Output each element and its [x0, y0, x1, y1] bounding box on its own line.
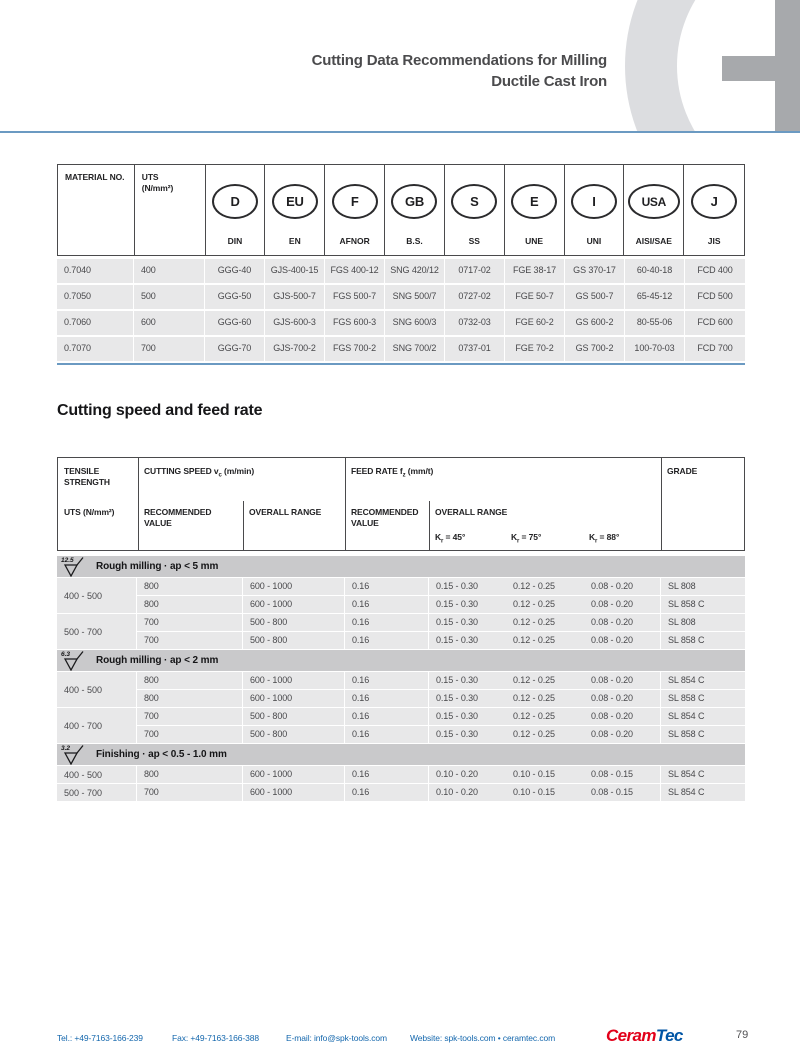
uts-unit-label: UTS (N/mm²)	[64, 507, 115, 517]
material-cell: 400	[134, 259, 205, 283]
material-cell: FGE 60-2	[505, 311, 565, 335]
country-badge: J	[691, 184, 737, 219]
material-cell: FGS 400-12	[325, 259, 385, 283]
standard-label: B.S.	[406, 236, 423, 246]
data-cell: 0.12 - 0.25	[513, 729, 555, 739]
country-column-aisisae	[624, 165, 684, 255]
uts-unit-label: (N/mm²)	[141, 182, 174, 193]
data-cell: 600 - 1000	[243, 596, 345, 613]
material-cell: GGG-40	[205, 259, 265, 283]
cutting-speed-label: CUTTING SPEED $v_c$ (m/min)	[144, 466, 255, 479]
country-badge: E	[511, 184, 557, 219]
data-cell: 0.08 - 0.20	[591, 581, 633, 591]
material-cell: GGG-50	[205, 285, 265, 309]
data-cell: 0.10 - 0.15	[513, 787, 555, 797]
data-cell	[429, 596, 661, 613]
data-cell: 0.08 - 0.20	[591, 635, 633, 645]
header-divider-line	[661, 458, 662, 550]
data-cell: SL 854 C	[661, 708, 745, 725]
material-cell: SNG 700/2	[385, 337, 445, 361]
material-cell: 0.7060	[57, 311, 134, 335]
material-cell: 0737-01	[445, 337, 505, 361]
data-row	[137, 766, 745, 783]
material-cell: SNG 600/3	[385, 311, 445, 335]
uts-header-cell	[135, 165, 206, 255]
data-cell: 0.12 - 0.25	[513, 635, 555, 645]
standard-label: EN	[288, 236, 301, 246]
data-row	[137, 578, 745, 595]
section-heading: Cutting speed and feed rate	[57, 402, 263, 419]
data-cell: 800	[137, 672, 243, 689]
material-cell: GS 600-2	[565, 311, 625, 335]
data-cell: 0.12 - 0.25	[513, 693, 555, 703]
data-row	[137, 708, 745, 725]
data-cell: 500 - 800	[243, 614, 345, 631]
data-cell: 0.16	[345, 596, 429, 613]
data-row	[137, 726, 745, 743]
country-badge: USA	[628, 184, 680, 219]
data-cell: SL 808	[661, 578, 745, 595]
material-cell: FCD 700	[685, 337, 745, 361]
material-cell: 80-55-06	[625, 311, 685, 335]
uts-group	[57, 766, 745, 783]
country-badge: GB	[391, 184, 437, 219]
uts-group	[57, 578, 745, 613]
data-cell: 0.15 - 0.30	[436, 711, 478, 721]
data-cell	[429, 672, 661, 689]
data-cell: 0.12 - 0.25	[513, 675, 555, 685]
country-column-jis	[684, 165, 744, 255]
surface-roughness-icon	[60, 651, 90, 671]
data-cell	[429, 726, 661, 743]
material-cell: FGE 38-17	[505, 259, 565, 283]
data-cell: 0.08 - 0.20	[591, 617, 633, 627]
footer-website: Website: spk-tools.com • ceramtec.com	[410, 1033, 556, 1043]
section-band-label: Finishing · ap < 0.5 - 1.0 mm	[96, 749, 227, 760]
material-no-label: MATERIAL NO.	[65, 172, 125, 182]
cutting-table-body	[57, 556, 745, 802]
material-cell: GS 700-2	[565, 337, 625, 361]
ceramtec-logo: CeramTec	[606, 1026, 683, 1045]
data-cell: 0.08 - 0.20	[591, 675, 633, 685]
header-divider-line	[243, 501, 244, 550]
standard-label: AISI/SAE	[635, 236, 672, 246]
section-band-label: Rough milling · ap < 2 mm	[96, 655, 219, 666]
material-cell: 0.7050	[57, 285, 134, 309]
material-cell: GGG-60	[205, 311, 265, 335]
data-cell: SL 854 C	[661, 784, 745, 801]
data-cell: 0.10 - 0.20	[436, 787, 478, 797]
uts-group	[57, 784, 745, 801]
uts-range-cell: 500 - 700	[57, 784, 137, 801]
uts-range-cell: 400 - 500	[57, 578, 137, 613]
data-cell: 0.08 - 0.20	[591, 693, 633, 703]
data-cell	[429, 766, 661, 783]
data-cell: 0.08 - 0.20	[591, 711, 633, 721]
standard-label: AFNOR	[339, 236, 370, 246]
data-cell	[429, 614, 661, 631]
section-band	[57, 744, 745, 765]
surface-roughness-icon	[60, 557, 90, 577]
header-divider	[0, 131, 800, 133]
material-cell: 100-70-03	[625, 337, 685, 361]
data-cell: 0.12 - 0.25	[513, 711, 555, 721]
data-cell: 0.12 - 0.25	[513, 599, 555, 609]
data-cell: 0.10 - 0.15	[513, 769, 555, 779]
material-cell: GJS-600-3	[265, 311, 325, 335]
data-cell: SL 858 C	[661, 596, 745, 613]
standard-label: UNI	[586, 236, 602, 246]
standard-label: UNE	[525, 236, 544, 246]
material-cell: 600	[134, 311, 205, 335]
cutting-table-header	[57, 457, 745, 551]
data-cell: 700	[137, 784, 243, 801]
country-column-une	[505, 165, 565, 255]
standard-label: SS	[468, 236, 480, 246]
uts-range-cell: 400 - 500	[57, 672, 137, 707]
uts-range-cell: 500 - 700	[57, 614, 137, 649]
roughness-value: 6.3	[61, 650, 71, 658]
material-cell: FGS 600-3	[325, 311, 385, 335]
material-cell: 500	[134, 285, 205, 309]
recommended-value-label: RECOMMENDED VALUE	[144, 507, 212, 528]
header-divider-line	[345, 458, 346, 550]
data-row	[137, 632, 745, 649]
material-cell: 0727-02	[445, 285, 505, 309]
header-divider-line	[138, 458, 139, 550]
data-cell: 700	[137, 632, 243, 649]
k-angle-88-label: $K_r = 88^\circ$	[589, 532, 620, 545]
country-column-en	[265, 165, 325, 255]
data-cell	[429, 578, 661, 595]
section-band	[57, 556, 745, 577]
material-cell: 0732-03	[445, 311, 505, 335]
uts-range-cell: 400 - 700	[57, 708, 137, 743]
data-cell: 600 - 1000	[243, 766, 345, 783]
data-cell: 800	[137, 596, 243, 613]
data-cell: 0.08 - 0.20	[591, 599, 633, 609]
uts-group	[57, 708, 745, 743]
recommended-value-label: RECOMMENDED VALUE	[351, 507, 419, 528]
grade-label: GRADE	[667, 466, 698, 476]
data-cell: 0.16	[345, 614, 429, 631]
country-column-afnor	[325, 165, 385, 255]
data-cell: SL 858 C	[661, 690, 745, 707]
data-cell: SL 808	[661, 614, 745, 631]
material-cell: 65-45-12	[625, 285, 685, 309]
roughness-value: 12.5	[61, 556, 74, 564]
page-title-line2: Ductile Cast Iron	[491, 73, 607, 90]
material-row	[57, 311, 745, 335]
data-cell: SL 854 C	[661, 672, 745, 689]
k-angle-45-label: $K_r = 45^\circ$	[435, 532, 466, 545]
data-cell	[429, 690, 661, 707]
footer-fax: Fax: +49-7163-166-388	[172, 1033, 259, 1043]
surface-roughness-icon	[60, 745, 90, 765]
data-cell: 0.12 - 0.25	[513, 617, 555, 627]
material-cell: GJS-500-7	[265, 285, 325, 309]
data-cell: 0.16	[345, 726, 429, 743]
material-row	[57, 285, 745, 309]
data-cell: SL 858 C	[661, 632, 745, 649]
data-cell: 0.15 - 0.30	[436, 729, 478, 739]
material-table	[57, 164, 745, 365]
material-row	[57, 259, 745, 283]
material-cell: FGS 500-7	[325, 285, 385, 309]
data-cell: 0.15 - 0.30	[436, 693, 478, 703]
country-column-ss	[445, 165, 505, 255]
standard-label: JIS	[707, 236, 721, 246]
uts-group	[57, 672, 745, 707]
data-cell: 800	[137, 690, 243, 707]
data-cell: 600 - 1000	[243, 578, 345, 595]
material-cell: GJS-400-15	[265, 259, 325, 283]
data-cell: 0.16	[345, 708, 429, 725]
country-badge: EU	[272, 184, 318, 219]
data-row	[137, 690, 745, 707]
header-divider-line	[429, 501, 430, 550]
data-cell: 600 - 1000	[243, 784, 345, 801]
data-cell: 0.10 - 0.20	[436, 769, 478, 779]
material-cell: FGS 700-2	[325, 337, 385, 361]
data-cell: 800	[137, 766, 243, 783]
country-badge: S	[451, 184, 497, 219]
data-cell: SL 854 C	[661, 766, 745, 783]
data-cell: 600 - 1000	[243, 690, 345, 707]
k-angle-75-label: $K_r = 75^\circ$	[511, 532, 542, 545]
data-cell: 0.08 - 0.15	[591, 769, 633, 779]
material-table-body	[57, 259, 745, 361]
uts-group	[57, 614, 745, 649]
data-cell: 700	[137, 614, 243, 631]
material-cell: FCD 400	[685, 259, 745, 283]
page-number: 79	[736, 1029, 749, 1041]
material-cell: 0.7070	[57, 337, 134, 361]
data-cell: 0.08 - 0.20	[591, 729, 633, 739]
material-cell: 0717-02	[445, 259, 505, 283]
data-cell: 0.15 - 0.30	[436, 635, 478, 645]
material-cell: SNG 500/7	[385, 285, 445, 309]
material-cell: FCD 600	[685, 311, 745, 335]
material-no-header-cell	[58, 165, 135, 255]
overall-range-label: OVERALL RANGE	[435, 507, 508, 517]
data-cell: 0.16	[345, 766, 429, 783]
data-row	[137, 672, 745, 689]
data-cell: 0.08 - 0.15	[591, 787, 633, 797]
material-table-underline	[57, 363, 745, 365]
material-cell: 700	[134, 337, 205, 361]
data-cell: 500 - 800	[243, 726, 345, 743]
material-table-header	[57, 164, 745, 256]
data-cell: 0.16	[345, 672, 429, 689]
data-cell: 0.16	[345, 690, 429, 707]
data-cell	[429, 784, 661, 801]
data-cell: 600 - 1000	[243, 672, 345, 689]
material-cell: SNG 420/12	[385, 259, 445, 283]
data-cell: 0.15 - 0.30	[436, 617, 478, 627]
data-cell: 0.16	[345, 632, 429, 649]
section-band-label: Rough milling · ap < 5 mm	[96, 561, 219, 572]
data-cell: 500 - 800	[243, 708, 345, 725]
country-badge: D	[212, 184, 258, 219]
material-cell: FGE 70-2	[505, 337, 565, 361]
footer-email: E-mail: info@spk-tools.com	[286, 1033, 387, 1043]
ceramtec-watermark-icon	[600, 0, 800, 133]
standard-label: DIN	[227, 236, 243, 246]
country-column-bs	[385, 165, 445, 255]
section-band	[57, 650, 745, 671]
feed-rate-label: FEED RATE $f_z$ (mm/t)	[351, 466, 434, 479]
material-cell: FGE 50-7	[505, 285, 565, 309]
material-cell: GGG-70	[205, 337, 265, 361]
data-cell	[429, 632, 661, 649]
data-cell: 0.16	[345, 784, 429, 801]
data-cell: 0.12 - 0.25	[513, 581, 555, 591]
uts-range-cell: 400 - 500	[57, 766, 137, 783]
material-cell: GS 500-7	[565, 285, 625, 309]
data-cell: 0.15 - 0.30	[436, 581, 478, 591]
data-cell: 700	[137, 726, 243, 743]
tensile-strength-label: TENSILE STRENGTH	[64, 466, 110, 487]
data-cell: 500 - 800	[243, 632, 345, 649]
data-cell: SL 858 C	[661, 726, 745, 743]
material-cell: GS 370-17	[565, 259, 625, 283]
data-cell: 800	[137, 578, 243, 595]
data-cell: 700	[137, 708, 243, 725]
country-column-din	[206, 165, 266, 255]
overall-range-label: OVERALL RANGE	[249, 507, 322, 517]
data-row	[137, 614, 745, 631]
data-row	[137, 784, 745, 801]
data-cell: 0.16	[345, 578, 429, 595]
country-column-uni	[565, 165, 625, 255]
material-row	[57, 337, 745, 361]
country-badge: I	[571, 184, 617, 219]
page-title	[312, 50, 607, 92]
material-cell: 0.7040	[57, 259, 134, 283]
page-title-line1: Cutting Data Recommendations for Milling	[311, 52, 607, 69]
material-cell: 60-40-18	[625, 259, 685, 283]
footer-tel: Tel.: +49-7163-166-239	[57, 1033, 143, 1043]
data-row	[137, 596, 745, 613]
material-cell: FCD 500	[685, 285, 745, 309]
uts-label: UTS	[141, 172, 159, 182]
country-badge: F	[332, 184, 378, 219]
data-cell: 0.15 - 0.30	[436, 599, 478, 609]
data-cell: 0.15 - 0.30	[436, 675, 478, 685]
roughness-value: 3.2	[61, 744, 71, 752]
data-cell	[429, 708, 661, 725]
material-cell: GJS-700-2	[265, 337, 325, 361]
